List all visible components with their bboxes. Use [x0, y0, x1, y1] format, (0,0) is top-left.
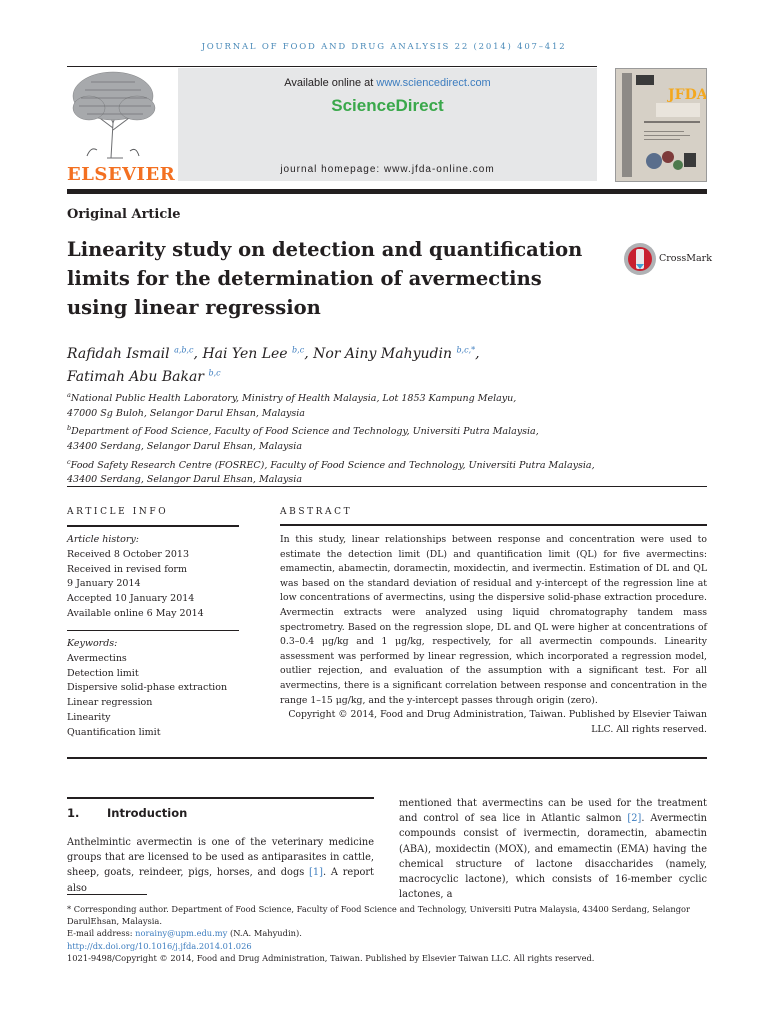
available-online-prefix: Available online at	[284, 77, 377, 89]
section-heading	[67, 806, 187, 820]
email-link[interactable]: norainy@upm.edu.my	[135, 928, 228, 939]
abstract-heading: ABSTRACT	[280, 507, 353, 517]
affiliation	[67, 455, 707, 488]
info-divider	[67, 486, 707, 487]
available-online	[178, 77, 597, 89]
citation-link[interactable]: [2]	[627, 813, 642, 825]
issn-copyright: 1021-9498/Copyright © 2014, Food and Drug Administration, Taiwan. Published by Elsevier Taiwan LLC. All rights reserved.	[67, 952, 595, 963]
publisher-wordmark: ELSEVIER	[67, 164, 176, 185]
article-title: Linearity study on detection and quantification limits for the determination of avermectins using linear regression	[67, 238, 583, 319]
header-divider	[67, 189, 707, 194]
abstract-body	[280, 533, 707, 737]
email-owner: (N.A. Mahyudin).	[227, 928, 302, 939]
section-title: Introduction	[107, 806, 188, 820]
author-list	[67, 340, 627, 387]
journal-cover-thumbnail[interactable]	[615, 68, 707, 182]
elsevier-logo[interactable]	[67, 68, 177, 184]
author-affiliation-marks[interactable]: b,c,*	[456, 345, 476, 354]
body-text: . A report also	[67, 867, 374, 894]
sciencedirect-wordmark[interactable]: ScienceDirect	[331, 96, 444, 115]
affiliation	[67, 421, 707, 454]
crossmark-badge[interactable]	[623, 242, 713, 276]
affiliation-mark: b	[67, 424, 72, 433]
crossmark-icon	[623, 242, 657, 276]
abstract-rule	[280, 524, 707, 526]
history-item: Available online 6 May 2014	[67, 607, 204, 619]
body-divider	[67, 757, 707, 759]
history-item: Received in revised form	[67, 563, 187, 575]
crossmark-label: CrossMark	[659, 253, 712, 264]
cover-logo: JFDA	[668, 87, 706, 103]
author-separator: ,	[304, 345, 314, 362]
affiliation-line: 47000 Sg Buloh, Selangor Darul Ehsan, Malaysia	[67, 407, 305, 419]
sciencedirect-link[interactable]: www.sciencedirect.com	[376, 77, 491, 89]
article-type: Original Article	[67, 207, 181, 222]
keywords	[67, 637, 239, 741]
author-name: Rafidah Ismail	[67, 345, 170, 362]
tree-icon	[67, 68, 163, 160]
history-label: Article history:	[67, 534, 139, 545]
journal-citation[interactable]: JOURNAL OF FOOD AND DRUG ANALYSIS 22 (2014) 407–412	[201, 42, 567, 52]
body-column-right	[399, 796, 707, 902]
author-separator: ,	[475, 345, 480, 362]
sciencedirect-banner	[178, 68, 597, 181]
doi-link[interactable]: http://dx.doi.org/10.1016/j.jfda.2014.01.026	[67, 940, 252, 951]
history-item: Accepted 10 January 2014	[67, 593, 195, 605]
author-name: Nor Ainy Mahyudin	[313, 345, 452, 362]
affiliation-line: Department of Food Science, Faculty of Food Science and Technology, Universiti Putra Malaysia,	[71, 426, 539, 438]
author[interactable]	[67, 346, 194, 362]
keywords-rule	[67, 630, 239, 631]
citation-link[interactable]: [1]	[309, 867, 323, 879]
body-text: mentioned that avermectins can be used for the treatment and control of sea lice in Atlantic salmon	[399, 798, 707, 825]
article-history	[67, 533, 239, 622]
section-number: 1.	[67, 806, 80, 820]
affiliation-mark: c	[67, 457, 71, 466]
affiliation-mark: a	[67, 391, 71, 399]
author-affiliation-marks[interactable]: a,b,c	[174, 345, 194, 354]
affiliation-line: 43400 Serdang, Selangor Darul Ehsan, Malaysia	[67, 441, 302, 453]
author-name: Hai Yen Lee	[202, 345, 288, 362]
cover-image	[616, 69, 706, 181]
keyword: Quantification limit	[67, 726, 161, 738]
history-item: Received 8 October 2013	[67, 548, 189, 560]
email-label: E-mail address:	[67, 928, 136, 939]
author-affiliation-marks[interactable]: b,c	[208, 368, 221, 378]
section-rule	[67, 797, 374, 799]
top-divider	[67, 66, 597, 67]
author[interactable]	[202, 346, 304, 362]
keywords-label: Keywords:	[67, 638, 118, 649]
keyword: Linear regression	[67, 697, 153, 709]
corresponding-author-note: * Corresponding author. Department of Food Science, Faculty of Food Science and Technology, Universiti Putra Malaysia, 43400 Serdang, Selangor DarulEhsan, Malaysia.	[67, 904, 691, 927]
keyword: Dispersive solid-phase extraction	[67, 682, 228, 694]
affiliation-line: National Public Health Laboratory, Ministry of Health Malaysia, Lot 1853 Kampung Melayu,	[70, 393, 517, 405]
author-name: Fatimah Abu Bakar	[67, 369, 204, 386]
author-affiliation-marks[interactable]: b,c	[292, 345, 305, 354]
footnotes	[67, 903, 707, 964]
journal-homepage-link[interactable]: journal homepage: www.jfda-online.com	[280, 164, 495, 175]
author-separator: ,	[193, 345, 203, 362]
affiliation-line: 43400 Serdang, Selangor Darul Ehsan, Malaysia	[67, 474, 302, 486]
keyword: Linearity	[67, 711, 111, 723]
affiliation-line: Food Safety Research Centre (FOSREC), Faculty of Food Science and Technology, Universiti Putra Malaysia,	[70, 459, 595, 471]
body-column-left	[67, 835, 374, 896]
author[interactable]	[313, 346, 475, 362]
email-note	[67, 927, 707, 939]
article-info-heading: ARTICLE INFO	[67, 507, 169, 517]
abstract-text: In this study, linear relationships between response and concentration were used to estimate the detection limit (DL) and quantification limit (QL) for five avermectins: emamectin, abamectin, doramectin, moxidectin, and ivermectin. Estimation of DL and QL was based on the standard deviation of residual and y-intercept of the regression line at low concentrations of avermectins, using the dispersive solid-phase extraction procedure. Avermectin extracts were analyzed using liquid chromatography tandem mass spectrometry. Based on the regression slope, DL and QL were higher at concentrations of 0.3–0.4 μg/kg and 1 μg/kg, respectively, for all avermectin compounds. Linearity assessment was performed by linear regression, which incorporated a regression model, outlier rejection, and evaluation of the assumption with a significant test. For all avermectins, there is a significant correlation between response and concentration in the range 1–15 μg/kg, and the y-intercept passes through origin (zero).	[280, 534, 707, 706]
author[interactable]	[67, 369, 221, 385]
affiliation	[67, 388, 707, 421]
body-text: Anthelmintic avermectin is one of the veterinary medicine groups that are licensed to be used as antiparasites in cattle, sheep, goats, reindeer, pigs, horses, and dogs	[67, 837, 374, 879]
affiliation-list	[67, 388, 707, 488]
keyword: Detection limit	[67, 667, 139, 679]
abstract-copyright: Copyright © 2014, Food and Drug Administration, Taiwan. Published by Elsevier Taiwan LLC. All rights reserved.	[288, 709, 707, 735]
keyword: Avermectins	[67, 652, 127, 664]
footnote-rule	[67, 894, 147, 895]
history-item: 9 January 2014	[67, 578, 141, 590]
article-info-rule	[67, 525, 239, 527]
body-text: . Avermectin compounds consist of ivermectin, doramectin, abamectin (ABA), moxidectin (MOX), and emamectin (EMA) having the chemical structure of lactone disaccharides (namely, macrocyclic lactone), which consists of 16-member cyclic lactones, a	[399, 813, 707, 901]
